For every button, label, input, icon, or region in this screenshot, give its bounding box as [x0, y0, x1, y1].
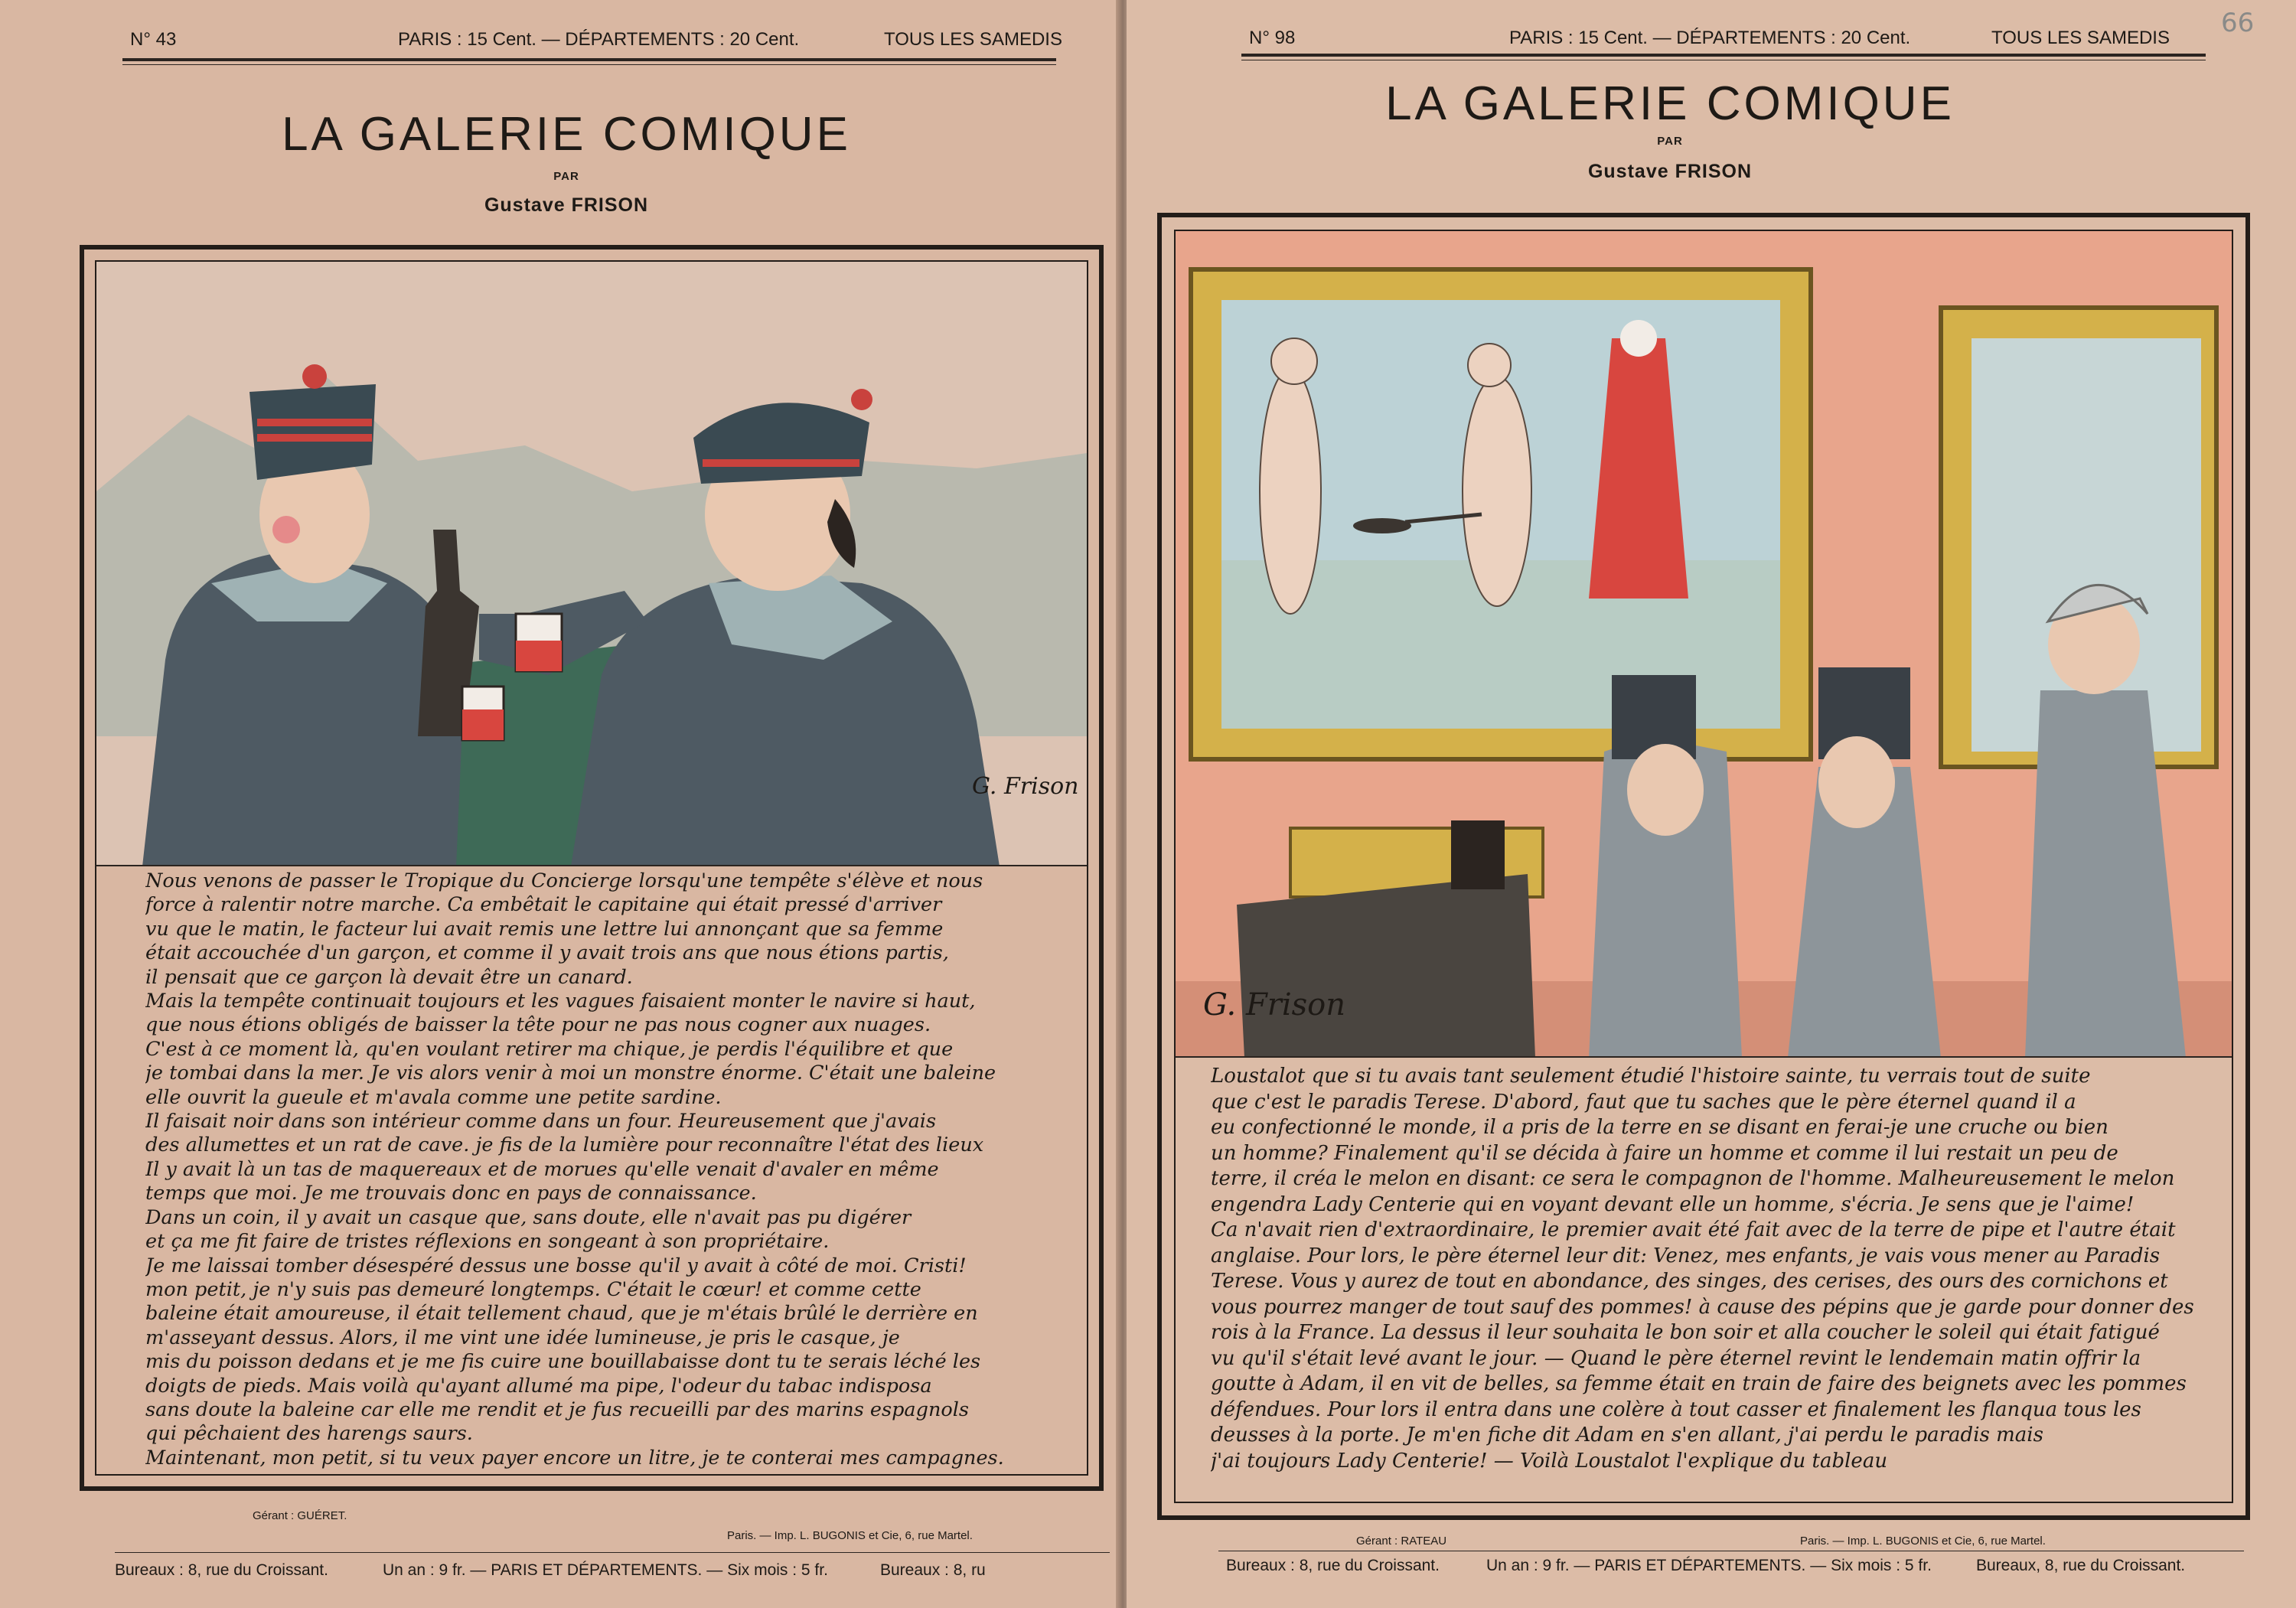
gerant: Gérant : RATEAU [1356, 1535, 1447, 1548]
museum-illustration [1176, 231, 2232, 1058]
bureaux-right: Bureaux : 8, ru [880, 1561, 986, 1579]
right-page [1127, 0, 2296, 1608]
printer: Paris. — Imp. L. BUGONIS et Cie, 6, rue Martel. [727, 1529, 973, 1542]
left-page [0, 0, 1119, 1608]
text-line: terre, il créa le melon en disant: ce sera le compagnon de l'homme. Malheureusement le melon [1211, 1167, 2175, 1190]
eve-figure [1463, 377, 1531, 606]
text-line: eu confectionné le monde, il a pris de la terre en se disant en ferai-je une cruche ou bien [1211, 1116, 2108, 1139]
text-line: un homme? Finalement qu'il se décida à faire un homme et comme il lui restait un peu de [1211, 1141, 2118, 1165]
text-line: m'asseyant dessus. Alors, il me vint une idée lumineuse, je pris le casque, je [145, 1326, 900, 1349]
text-line: Dans un coin, il y avait un casque que, sans doute, elle n'avait pas pu digérer [145, 1205, 912, 1229]
text-line: sans doute la baleine car elle me rendit et je fus recueilli par des marins espagnols [145, 1398, 969, 1421]
text-line: baleine était amoureuse, il était tellement chaud, que je m'étais brûlé le derrière en [145, 1302, 978, 1326]
text-line: Maintenant, mon petit, si tu veux payer encore un litre, je te conterai mes campagnes. [145, 1446, 1004, 1469]
artist-signature: G. Frison [972, 773, 1079, 800]
bent-visitor [1237, 874, 1535, 1058]
text-line: Mais la tempête continuait toujours et les vagues faisaient monter le navire si haut, [145, 990, 976, 1013]
price-line: PARIS : 15 Cent. — DÉPARTEMENTS : 20 Cent. [1509, 28, 1911, 48]
schedule: TOUS LES SAMEDIS [884, 29, 1062, 50]
text-line: j'ai toujours Lady Centerie! — Voilà Loustalot l'explique du tableau [1211, 1449, 1888, 1473]
adam-figure [1260, 369, 1321, 614]
text-line: rois à la France. La dessus il leur souhaita le bon soir et alla coucher le soleil qui était fatigué [1211, 1321, 2160, 1344]
par-label: PAR [1657, 135, 1683, 148]
bureaux: Bureaux : 8, rue du Croissant. [1226, 1557, 1440, 1574]
text-line: qui pêchaient des harengs saurs. [145, 1422, 473, 1446]
text-line: elle ouvrit la gueule et m'avala comme une petite sardine. [145, 1085, 722, 1109]
artist-signature: G. Frison [1203, 987, 1345, 1023]
text-line: mon petit, je n'y suis pas demeuré longtemps. C'était le cœur! et comme cette [145, 1277, 921, 1301]
page-title: LA GALERIE COMIQUE [282, 108, 851, 161]
text-line: doigts de pieds. Mais voilà qu'ayant allumé ma pipe, l'odeur du tabac indisposa [145, 1374, 932, 1398]
author-name: Gustave FRISON [1587, 161, 1753, 182]
masthead-rule [122, 58, 1056, 61]
text-line: que nous étions obligés de baisser la tête pour ne pas nous cogner aux nuages. [145, 1013, 931, 1037]
text-line: Je me laissai tomber désespéré dessus une bosse qu'il y avait à côté de moi. Cristi! [145, 1254, 967, 1277]
schedule: TOUS LES SAMEDIS [1991, 28, 2170, 48]
page-title: LA GALERIE COMIQUE [1385, 77, 1955, 130]
gerant: Gérant : GUÉRET. [253, 1509, 347, 1522]
text-line: je tombai dans la mer. Je vis alors venir à moi un monstre énorme. C'était une baleine [145, 1062, 996, 1085]
text-line: Nous venons de passer le Tropique du Concierge lorsqu'une tempête s'élève et nous [145, 869, 983, 892]
text-line: engendra Lady Centerie qui en voyant devant elle un homme, s'écria. Je sens que je l'aime! [1211, 1192, 2135, 1216]
bureaux: Bureaux : 8, rue du Croissant. [115, 1561, 328, 1579]
footer-rule [115, 1552, 1110, 1553]
text-line: deusses à la porte. Je m'en fiche dit Adam en s'en allant, j'ai perdu le paradis mais [1211, 1424, 2043, 1447]
text-line: Terese. Vous y aurez de tout en abondance, des singes, des cerises, des ours des cornichons et [1211, 1270, 2168, 1293]
text-line: vu que le matin, le facteur lui avait remis une lettre lui annonçant que sa femme [145, 917, 944, 941]
printer: Paris. — Imp. L. BUGONIS et Cie, 6, rue Martel. [1800, 1535, 2046, 1548]
text-line: Ca n'avait rien d'extraordinaire, le premier avait été fait avec de la terre de pipe et l'autre était [1211, 1218, 2176, 1241]
pencil-annotation: 66 [2221, 8, 2255, 38]
left-text-block [145, 869, 1049, 1470]
text-line: temps que moi. Je me trouvais donc en pays de connaissance. [145, 1182, 757, 1205]
par-label: PAR [553, 170, 579, 183]
text-line: C'est à ce moment là, qu'en voulant retirer ma chique, je perdis l'équilibre et que [145, 1037, 954, 1061]
text-line: Il y avait là un tas de maquereaux et de morues qu'elle venait d'avaler en même [145, 1157, 939, 1181]
text-line: goutte à Adam, il en vit de belles, sa femme était en train de faire des beignets avec les pommes [1211, 1372, 2187, 1395]
text-line: anglaise. Pour lors, le père éternel leur dit: Venez, mes enfants, je vais vous mener au Paradis [1211, 1244, 2161, 1267]
text-line: des allumettes et un rat de cave. je fis de la lumière pour reconnaître l'état des lieux [145, 1133, 984, 1157]
top-hat [1451, 820, 1505, 889]
price-line: PARIS : 15 Cent. — DÉPARTEMENTS : 20 Cent. [398, 29, 800, 50]
issue-number: N° 43 [130, 29, 177, 50]
text-line: et ça me fit faire de tristes réflexions en songeant à son propriétaire. [145, 1230, 830, 1254]
text-line: était accouchée d'un garçon, et comme il y avait trois ans que nous étions partis, [145, 941, 949, 965]
text-line: force à ralentir notre marche. Ca embêtait le capitaine qui était pressé d'arriver [145, 893, 942, 917]
text-line: mis du poisson dedans et je me fis cuire une bouillabaisse dont tu te serais léché les [145, 1350, 981, 1374]
subscription: Un an : 9 fr. — PARIS ET DÉPARTEMENTS. — Six mois : 5 fr. [1486, 1557, 1932, 1574]
sailors-illustration [96, 262, 1087, 866]
text-line: il pensait que ce garçon là devait être un canard. [145, 965, 633, 989]
left-sailor-hat [249, 384, 376, 480]
author-name: Gustave FRISON [484, 194, 649, 216]
subscription: Un an : 9 fr. — PARIS ET DÉPARTEMENTS. — Six mois : 5 fr. [383, 1561, 828, 1579]
right-text-block [1211, 1064, 2229, 1474]
frying-pan [1353, 518, 1411, 533]
text-line: défendues. Pour lors il entra dans une colère à tout casser et finalement les flanqua tous les [1211, 1398, 2141, 1421]
masthead-rule [1241, 54, 2206, 57]
issue-number: N° 98 [1249, 28, 1296, 48]
masthead-rule-thin [122, 64, 1056, 65]
text-line: que c'est le paradis Terese. D'abord, faut que tu saches que le père éternel quand il a [1211, 1090, 2076, 1114]
bureaux-right: Bureaux, 8, rue du Croissant. [1976, 1557, 2186, 1574]
text-line: Il faisait noir dans son intérieur comme dans un four. Heureusement que j'avais [145, 1110, 937, 1133]
text-line: vu qu'il s'était levé avant le jour. — Quand le père éternel revint le lendemain matin offrir la [1211, 1346, 2141, 1370]
text-line: Loustalot que si tu avais tant seulement étudié l'histoire sainte, tu verrais tout de suite [1211, 1065, 2091, 1088]
text-line: vous pourrez manger de tout sauf des pommes! à cause des pépins que je garde pour donner des [1211, 1295, 2194, 1319]
